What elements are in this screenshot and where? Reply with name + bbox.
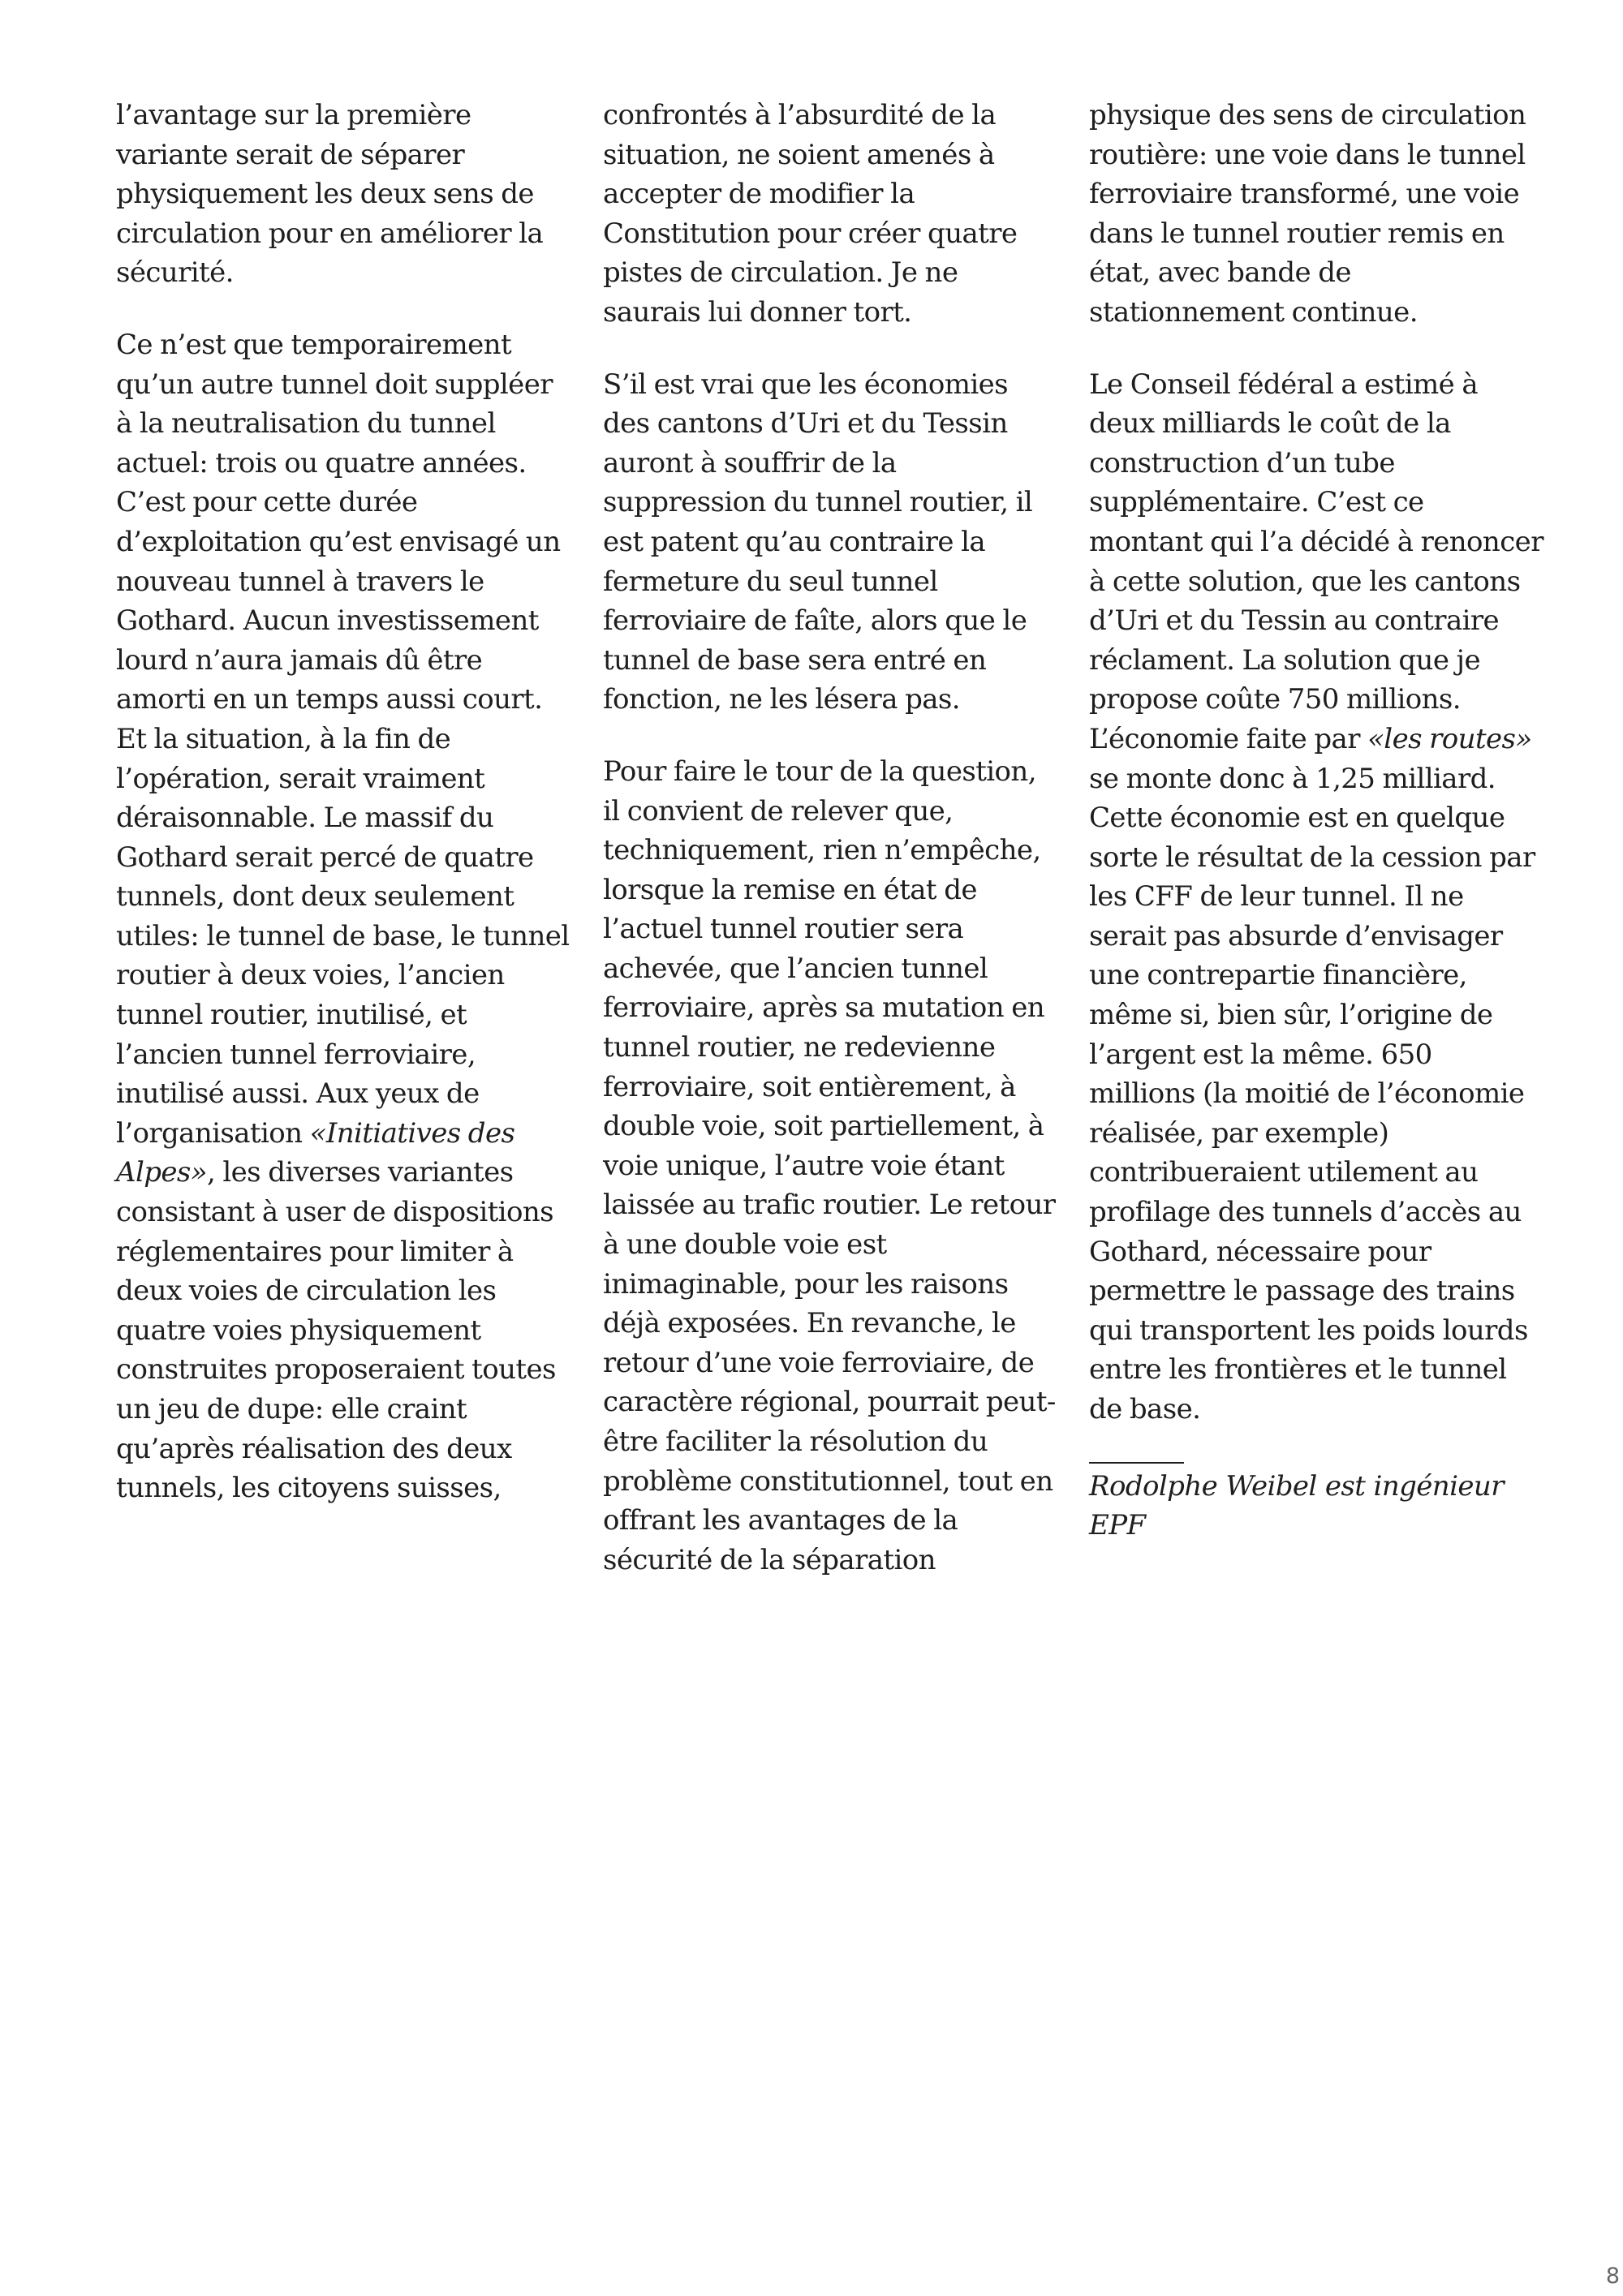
- paragraph-text: se monte donc à 1,25 milliard. Cette économie est en quelque sorte le résultat de la cession par les CFF de leur tunnel. Il ne serait pas absurde d’envisager une contrepartie financière, même si, bien sûr, l’origine de l’argent est la même. 650 millions (la moitié de l’économie réalisée, par exemple) contribueraient utilement au profilage des tunnels d’accès au Gothard, nécessaire pour permettre le passage des trains qui transportent les poids lourds entre les frontières et le tunnel de base.: [1089, 762, 1535, 1425]
- text-column-2: [603, 96, 1057, 1612]
- signature-divider: [1089, 1462, 1184, 1464]
- organisation-name: «Initiatives des Alpes»: [116, 1116, 515, 1189]
- paragraph: Pour faire le tour de la question, il convient de relever que, techniquement, rien n’empêche, lorsque la remise en état de l’actuel tunnel routier sera achevée, que l’ancien tunnel ferroviaire, après sa mutation en tunnel routier, ne redevienne ferroviaire, soit entièrement, à double voie, soit partiellement, à voie unique, l’autre voie étant laissée au trafic routier. Le retour à une double voie est inimaginable, pour les raisons déjà exposées. En revanche, le retour d’une voie ferroviaire, de caractère régional, pourrait peut-être faciliter la résolution du problème constitutionnel, tout en offrant les avantages de la sécurité de la séparation: [603, 755, 1056, 1576]
- paragraph-text: Le Conseil fédéral a estimé à deux milliards le coût de la construction d’un tube supplémentaire. C’est ce montant qui l’a décidé à renoncer à cette solution, que les cantons d’Uri et du Tessin au contraire réclament. La solution que je propose coûte 750 millions. L’économie faite par: [1089, 368, 1543, 755]
- text-column-1: [116, 96, 570, 1541]
- paragraph: physique des sens de circulation routière: une voie dans le tunnel ferroviaire transformé, une voie dans le tunnel routier remis en état, avec bande de stationnement continue.: [1089, 99, 1526, 329]
- paragraph: [1089, 365, 1543, 1430]
- page-number: 8: [1605, 2264, 1620, 2289]
- paragraph: confrontés à l’absurdité de la situation, ne soient amenés à accepter de modifier la Constitution pour créer quatre pistes de circulation. Je ne saurais lui donner tort.: [603, 99, 1018, 329]
- paragraph-text: , les diverses variantes consistant à user de dispositions réglementaires pour limiter à deux voies de circulation les quatre voies physiquement construites proposeraient toutes un jeu de dupe: elle craint qu’après réalisation des deux tunnels, les citoyens suisses,: [116, 1156, 556, 1505]
- paragraph-text: Ce n’est que temporairement qu’un autre tunnel doit suppléer à la neutralisation du tunnel actuel: trois ou quatre années. C’est pour cette durée d’exploitation qu’est envisagé un nouveau tunnel à travers le Gothard. Aucun investissement lourd n’aura jamais dû être amorti en un temps aussi court. Et la situation, à la fin de l’opération, serait vraiment déraisonnable. Le massif du Gothard serait percé de quatre tunnels, dont deux seulement utiles: le tunnel de base, le tunnel routier à deux voies, l’ancien tunnel routier, inutilisé, et l’ancien tunnel ferroviaire, inutilisé aussi. Aux yeux de l’organisation: [116, 328, 570, 1150]
- paragraph: [116, 325, 570, 1508]
- paragraph: S’il est vrai que les économies des cantons d’Uri et du Tessin auront à souffrir de la suppression du tunnel routier, il est patent qu’au contraire la fermeture du seul tunnel ferroviaire de faîte, alors que le tunnel de base sera entré en fonction, ne les lésera pas.: [603, 368, 1033, 716]
- quoted-term: «les routes»: [1367, 722, 1532, 755]
- text-column-3: [1089, 96, 1543, 1546]
- author-signature: Rodolphe Weibel est ingénieur EPF: [1089, 1469, 1504, 1542]
- paragraph: l’avantage sur la première variante serait de séparer physiquement les deux sens de circulation pour en améliorer la sécurité.: [116, 99, 544, 290]
